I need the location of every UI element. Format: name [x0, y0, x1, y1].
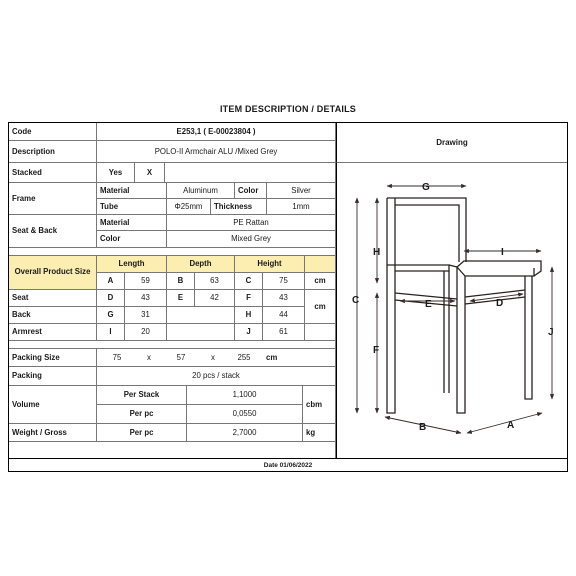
depth-header: Depth: [167, 256, 235, 273]
dim-letter-g: G: [97, 307, 125, 324]
letter-b: B: [419, 422, 427, 433]
height-header: Height: [235, 256, 305, 273]
volume-label: Volume: [9, 386, 97, 424]
spec-table: [9, 123, 336, 458]
seat-back-material-value: PE Rattan: [167, 215, 336, 231]
stacked-empty: [165, 163, 336, 183]
letter-c: C: [352, 295, 360, 306]
dim-letter-e: E: [167, 290, 195, 307]
frame-tube-value: Φ25mm: [167, 199, 211, 215]
letter-f: F: [373, 345, 380, 356]
seat-back-label: Seat & Back: [9, 215, 97, 248]
frame-thickness-value: 1mm: [267, 199, 336, 215]
dim-value-g: 31: [125, 307, 167, 324]
packing-size-label: Packing Size: [9, 349, 97, 367]
chair-drawing: [337, 163, 566, 458]
packing-size-unit: cm: [263, 349, 336, 367]
weight-unit: kg: [303, 424, 336, 442]
dim-letter-h: H: [235, 307, 263, 324]
dim-value-d: 43: [125, 290, 167, 307]
seat-label: Seat: [9, 290, 97, 307]
volume-per-stack-value: 1,1000: [187, 386, 303, 405]
dim-letter-b: B: [167, 273, 195, 290]
dim-letter-j: J: [235, 324, 263, 341]
dim-empty-back: [167, 307, 235, 324]
chair-frame: [387, 198, 541, 413]
volume-per-pc-label: Per pc: [97, 405, 187, 424]
weight-value: 2,7000: [187, 424, 303, 442]
stacked-mark: X: [135, 163, 165, 183]
dim-unit-empty: [305, 324, 336, 341]
drawing-area: [336, 163, 567, 458]
dim-unit-overall: cm: [305, 273, 336, 290]
packing-value: 20 pcs / stack: [97, 367, 336, 386]
dim-letter-a: A: [97, 273, 125, 290]
spec-sheet: [8, 122, 568, 472]
dim-letter-d: D: [97, 290, 125, 307]
dimension-letters: [352, 182, 554, 433]
seat-back-color-value: Mixed Grey: [167, 231, 336, 248]
frame-label: Frame: [9, 183, 97, 215]
dim-value-h: 44: [263, 307, 305, 324]
stacked-label: Stacked: [9, 163, 97, 183]
dim-value-i: 20: [125, 324, 167, 341]
volume-per-stack-label: Per Stack: [97, 386, 187, 405]
packing-size-x2: x: [201, 349, 225, 367]
dim-value-f: 43: [263, 290, 305, 307]
dim-value-b: 63: [195, 273, 235, 290]
stacked-yes: Yes: [97, 163, 135, 183]
letter-h: H: [373, 247, 381, 258]
description-value: POLO-II Armchair ALU /Mixed Grey: [97, 141, 336, 163]
dimension-lines: [357, 186, 552, 433]
packing-size-width: 57: [161, 349, 201, 367]
packing-size-length: 75: [97, 349, 137, 367]
letter-g: G: [422, 182, 430, 193]
drawing-header: Drawing: [336, 123, 567, 163]
dim-value-c: 75: [263, 273, 305, 290]
frame-tube-label: Tube: [97, 199, 167, 215]
letter-i: I: [501, 247, 504, 258]
frame-thickness-label: Thickness: [211, 199, 267, 215]
dim-letter-c: C: [235, 273, 263, 290]
seat-back-color-label: Color: [97, 231, 167, 248]
back-label: Back: [9, 307, 97, 324]
seat-back-material-label: Material: [97, 215, 167, 231]
packing-size-x1: x: [137, 349, 161, 367]
letter-e: E: [425, 299, 432, 310]
spacer-row-2: [9, 341, 336, 349]
frame-material-label: Material: [97, 183, 167, 199]
overall-size-label: Overall Product Size: [9, 256, 97, 290]
date-footer: Date 01/06/2022: [9, 458, 567, 472]
spacer-row: [9, 248, 336, 256]
letter-a: A: [507, 420, 515, 431]
packing-size-height: 255: [225, 349, 263, 367]
dim-value-a: 59: [125, 273, 167, 290]
volume-unit: cbm: [303, 386, 336, 424]
armrest-label: Armrest: [9, 324, 97, 341]
page-title: ITEM DESCRIPTION / DETAILS: [219, 104, 357, 114]
dim-value-j: 61: [263, 324, 305, 341]
frame-material-value: Aluminum: [167, 183, 235, 199]
volume-per-pc-value: 0,0550: [187, 405, 303, 424]
dim-empty-armrest: [167, 324, 235, 341]
description-label: Description: [9, 141, 97, 163]
weight-label: Weight / Gross: [9, 424, 97, 442]
letter-j: J: [548, 327, 554, 338]
frame-color-value: Silver: [267, 183, 336, 199]
letter-d: D: [496, 298, 504, 309]
dim-unit-parts: cm: [305, 290, 336, 324]
length-header: Length: [97, 256, 167, 273]
dim-letter-i: I: [97, 324, 125, 341]
packing-label: Packing: [9, 367, 97, 386]
dim-value-e: 42: [195, 290, 235, 307]
unit-header: [305, 256, 336, 273]
code-value: E253,1 ( E-00023804 ): [97, 123, 336, 141]
spacer-row-3: [9, 442, 336, 458]
weight-per-pc-label: Per pc: [97, 424, 187, 442]
code-label: Code: [9, 123, 97, 141]
frame-color-label: Color: [235, 183, 267, 199]
dim-letter-f: F: [235, 290, 263, 307]
